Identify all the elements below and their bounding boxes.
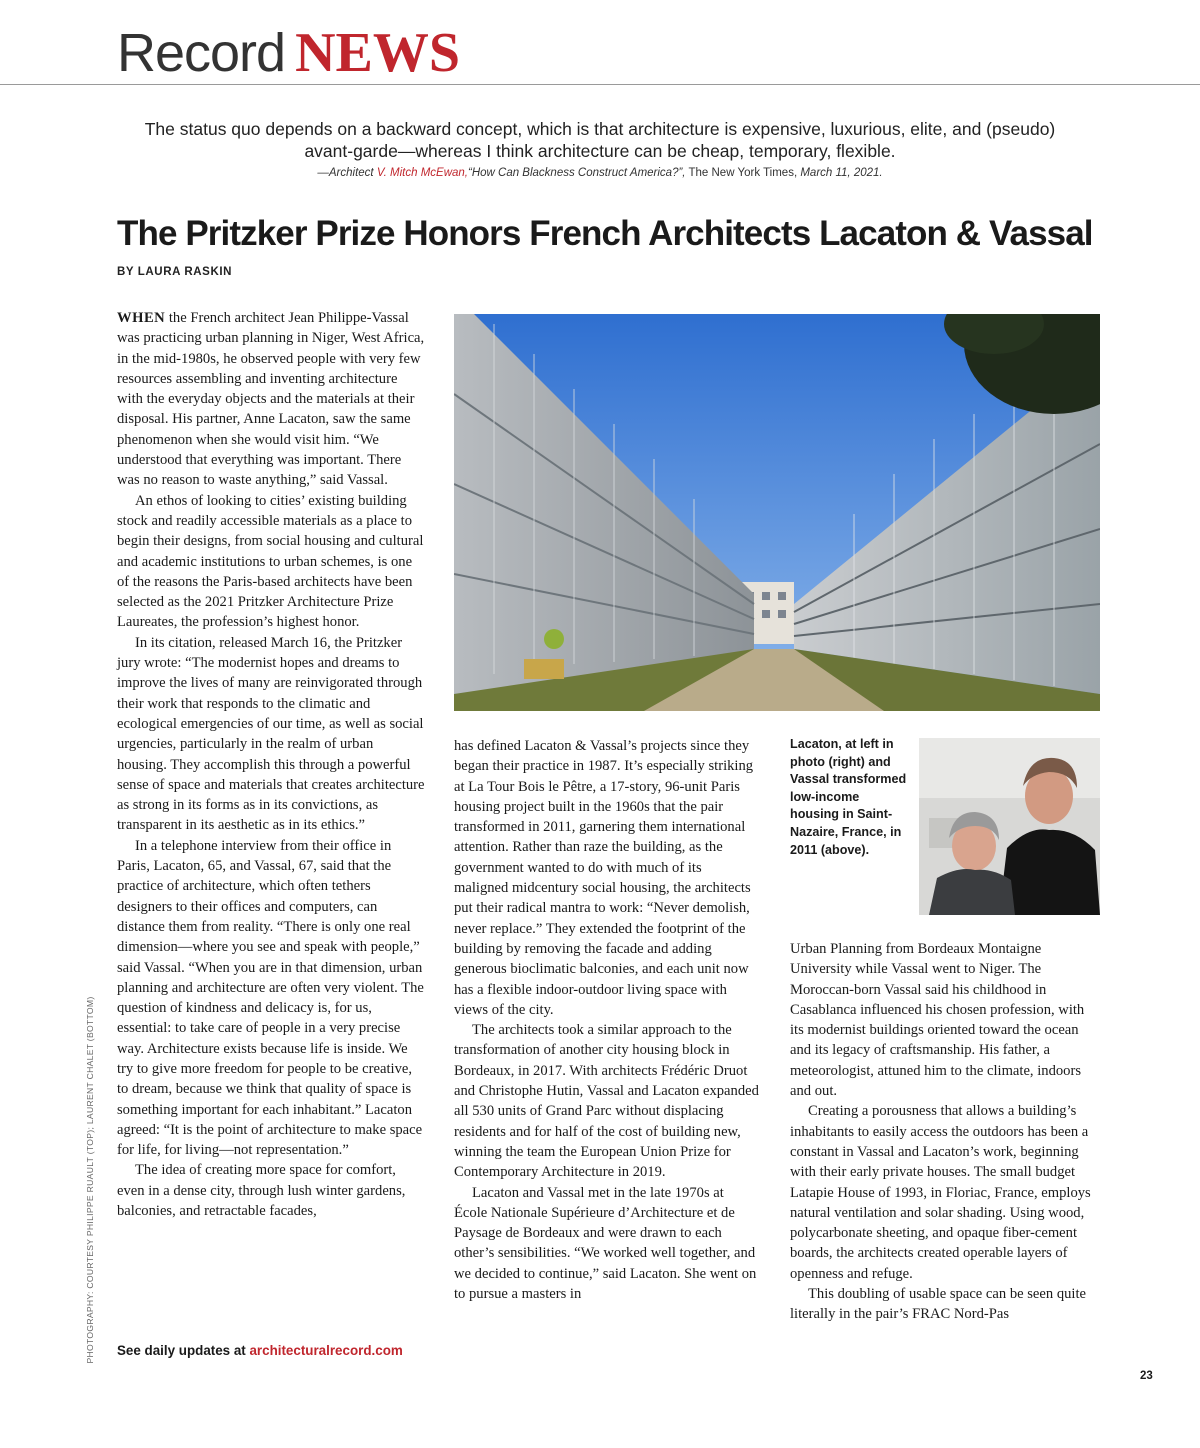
paragraph: The idea of creating more space for comfort, even in a dense city, through lush winter gardens, balconies, and retractable facades, [117,1162,406,1220]
attribution-prefix: —Architect [317,167,377,179]
paragraph: Creating a porousness that allows a building’s inhabitants to easily access the outdoors has been a constant in Vassal and Lacaton’s work, beginning with their early private houses. The small budget Latapie House of 1993, in Floriac, France, employs natural ventilation and solar shading. Using wood, polycarbonate sheeting, and opaque fiber-cement boards, the architects created operable layers of openness and refuge. [790,1103,1091,1282]
housing-photo-image [454,314,1100,711]
attribution-date: March 11, 2021. [800,167,883,179]
masthead-news: NEWS [295,22,461,84]
article-column-1 [117,308,425,1221]
photo-credit-text: PHOTOGRAPHY: COURTESY PHILIPPE RUAULT (TOP); LAURENT CHALET (BOTTOM) [85,996,95,1364]
paragraph: Lacaton and Vassal met in the late 1970s at École Nationale Supérieure d’Architecture et de Paysage de Bordeaux and were drawn to each other’s sensibilities. “We worked well together, and we decided to continue,” said Lacaton. She went on to pursue a masters in [454,1184,757,1303]
attribution-name: V. Mitch McEwan, [376,167,468,179]
portrait-photo [919,738,1100,915]
pull-quote-line-1: The status quo depends on a backward concept, which is that architecture is expensive, luxurious, elite, and (pseudo) [144,119,1056,139]
footer [117,1343,403,1358]
paragraph: This doubling of usable space can be seen quite literally in the pair’s FRAC Nord-Pas [790,1286,1087,1323]
pull-quote-attribution [100,165,1100,181]
footer-link[interactable]: architecturalrecord.com [249,1343,403,1358]
masthead [117,22,460,84]
paragraph-text: the French architect Jean Philippe-Vassal was practicing urban planning in Niger, West Africa, in the mid-1980s, he observed people with very few resources assembling and inventing architecture with the everyday objects and the materials at their disposal. His partner, Anne Lacaton, saw the same phenomenon when she would visit him. “We understood that everything was important. There was no reason to waste anything,” said Vassal. [117,310,425,489]
pull-quote-line-2: avant-garde—whereas I think architecture can be cheap, temporary, flexible. [304,141,896,161]
portrait-photo-image [919,738,1100,915]
housing-photo [454,314,1100,711]
article-column-3 [790,939,1100,1325]
page-number: 23 [1140,1370,1153,1382]
dropcap: WHEN [117,310,166,326]
paragraph: has defined Lacaton & Vassal’s projects since they began their practice in 1987. It’s especially striking at La Tour Bois le Pêtre, a 17-story, 96-unit Paris housing project built in the 1960s that the pair transformed in 2011, garnering them international attention. Rather than raze the building, as the government wanted to do with much of its maligned midcentury social housing, the architects put their radical mantra to work: “Never demolish, never replace.” They extended the footprint of the building by removing the facade and adding generous bioclimatic balconies, and each unit now has a flexible indoor-outdoor living space with views of the city. [454,738,754,1018]
attribution-title: “How Can Blackness Construct America?”, [467,167,686,179]
paragraph: An ethos of looking to cities’ existing building stock and readily accessible materials as a place to begin their designs, from social housing and cultural and academic institutions to urban schemes, is one of the reasons the Paris-based architects have been selected as the 2021 Pritzker Architecture Prize Laureates, the profession’s highest honor. [117,492,424,631]
paragraph: In a telephone interview from their office in Paris, Lacaton, 65, and Vassal, 67, said that the practice of architecture, which often tethers designers to their offices and computers, can distance them from reality. “There is only one real dimension—where you see and speak with people,” said Vassal. “When you are in that dimension, urban planning and architecture are often very violent. The question of kindness and delicacy is, for us, essential: to take care of people in a very precise way. Architecture exists because life is inside. We try to give more freedom for people to be creative, to dream, because we think that quality of space is something important for each inhabitant.” Lacaton agreed: “It is the point of architecture to make space for life, for living—not representation.” [117,837,424,1159]
footer-text: See daily updates at [117,1343,250,1358]
paragraph: The architects took a similar approach to the transformation of another city housing block in Bordeaux, in 2017. With architects Frédéric Druot and Christophe Hutin, Vassal and Lacaton expanded all 530 units of Grand Parc without displacing residents and for half of the cost of building new, winning the team the European Union Prize for Contemporary Architecture in 2019. [454,1022,759,1181]
article-headline: The Pritzker Prize Honors French Architects Lacaton & Vassal [117,214,1093,253]
article-column-2 [454,736,759,1304]
attribution-source: The New York Times, [685,167,801,179]
paragraph [117,308,425,491]
paragraph: Urban Planning from Bordeaux Montaigne University while Vassal went to Niger. The Moroccan-born Vassal said his childhood in Casablanca influenced his chosen profession, with its modernist buildings oriented toward the ocean and its legacy of craftsmanship. His father, a meteorologist, attuned him to the climate, indoors and out. [790,941,1085,1100]
article-byline: BY LAURA RASKIN [117,266,233,278]
paragraph: In its citation, released March 16, the Pritzker jury wrote: “The modernist hopes and dreams to improve the lives of many are reinvigorated through their work that responds to the climatic and ecological emergencies of our time, as well as social urgencies, particularly in the realm of urban housing. They accomplish this through a powerful sense of space and materials that creates architecture as strong in its forms as in its convictions, as transparent in its aesthetic as in its ethics.” [117,634,425,834]
photo-caption: Lacaton, at left in photo (right) and Vassal transformed low-income housing in Saint-Nazaire, France, in 2011 (above). [790,737,907,857]
masthead-record: Record [117,23,286,83]
masthead-rule [0,84,1200,85]
